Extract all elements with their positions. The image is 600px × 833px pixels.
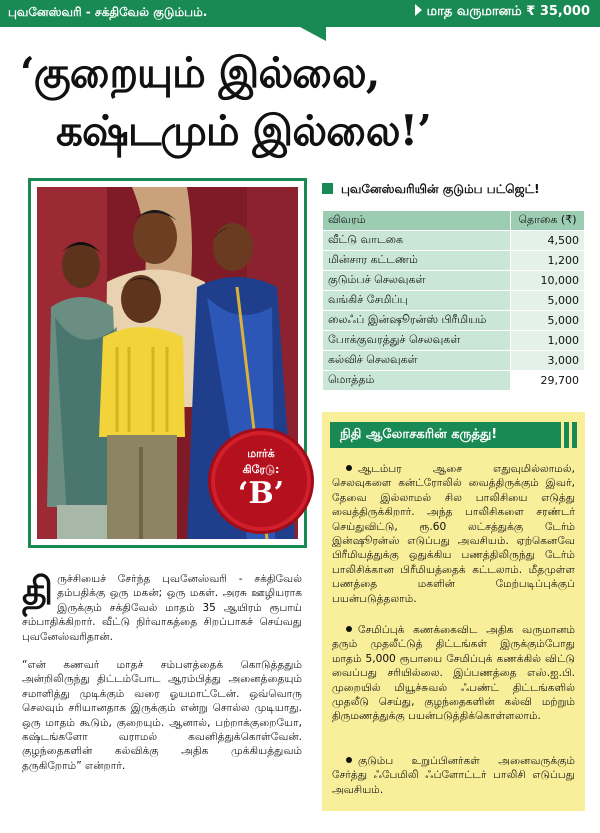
article-paragraph-1 [22,568,302,644]
budget-title [322,182,540,198]
header-bar [0,0,600,27]
arrow-right-icon [415,4,422,16]
budget-row-item: குடும்பச் செலவுகள் [323,271,511,291]
article-paragraph-2: “என் கணவர் மாதச் சம்பளத்தைக் கொடுத்ததும் அன்றிலிருந்து திட்டம்போட ஆரம்பித்து அனைத்தையும் சமாளித்து முடிக்கும் வரை ஓயமாட்டேன். ஒவ்வொரு செலவும் சரியானதாக இருக்கும் என்று சொல்ல முடியாது. ஒரு மாதம் கூடும், குறையும். ஆனால், பற்றாக்குறையோ, கஷ்டங்களோ வராமல் கவனித்துக்கொள்வேன். குழந்தைகளின் கல்விக்கு அதிக முக்கியத்துவம் தருகிறோம்” என்றார். [22,659,302,772]
headline-line-2: கஷ்டமும் இல்லை!’ [56,106,431,155]
budget-total-amount: 29,700 [511,371,585,391]
advisor-opinion-title: நிதி ஆலோசகரின் கருத்து! [330,422,561,448]
bullet-icon [346,465,352,471]
budget-row-amount: 1,200 [511,251,585,271]
budget-row-amount: 5,000 [511,311,585,331]
budget-table [322,210,585,391]
advisor-opinion-box [322,412,585,811]
table-row [323,351,585,371]
seal-label-line-2: கிரேடு: [242,463,280,476]
budget-title-text: புவனேஸ்வரியின் குடும்ப பட்ஜெட்! [341,182,540,196]
advice-point-text: குடும்ப உறுப்பினர்கள் அனைவருக்கும் சேர்த்து ஃபேமிலி ஃப்ளோட்டர் பாலிசி எடுப்பது அவசியம். [332,755,575,796]
grade-seal [215,435,307,527]
drop-cap: தி [22,568,54,613]
bullet-icon [346,626,352,632]
square-bullet-icon [322,183,333,194]
budget-row-item: வீட்டு வாடகை [323,231,511,251]
headline-line-1: ‘குறையும் இல்லை, [20,48,380,97]
advice-point [332,754,575,797]
budget-row-item: கல்விச் செலவுகள் [323,351,511,371]
budget-table-header [323,211,585,231]
budget-row-amount: 10,000 [511,271,585,291]
budget-row-amount: 5,000 [511,291,585,311]
header-income-text: மாத வருமானம் ₹ 35,000 [426,4,590,19]
table-row [323,231,585,251]
table-row [323,311,585,331]
seal-grade: ‘B’ [237,476,285,511]
title-stripe [564,422,569,448]
budget-total-label: மொத்தம் [323,371,511,391]
table-row [323,331,585,351]
advice-point-text: சேமிப்புக் கணக்கைவிட அதிக வருமானம் தரும் முதலீட்டுத் திட்டங்கள் இருக்கும்போது மாதம் 5,000 ரூபாயை சேமிப்புக் கணக்கில் விட்டு வைப்பது சரியில்லை. இப்பணத்தை எஸ்.ஐ.பி. முறையில் மியூச்சுவல் ஃபண்ட் திட்டங்களில் முதலீடு செய்து, குழந்தைகளின் கல்வி மற்றும் திருமணத்துக்கு பயன்படுத்திக்கொள்ளலாம். [332,624,575,723]
table-row [323,251,585,271]
budget-row-item: மின்சார கட்டணம் [323,251,511,271]
table-row [323,271,585,291]
budget-header-item: விவரம் [323,211,511,231]
budget-row-item: போக்குவரத்துச் செலவுகள் [323,331,511,351]
budget-row-amount: 1,000 [511,331,585,351]
advice-point [332,462,575,606]
advice-point-text: ஆடம்பர ஆசை எதுவுமில்லாமல், செலவுகளை கன்ட்ரோலில் வைத்திருக்கும் இவர், தேவை இல்லாமல் சில பாலிசியை எடுத்து வைத்திருக்கிறார். அந்த பாலிசிகளை சரண்டர் செய்துவிட்டு, ரூ.60 லட்சத்துக்கு டேர்ம் இன்ஷூரன்ஸ் எடுப்பது அவசியம். ஏற்கெனவே பிரீமியத்துக்கு ஒதுக்கிய பணத்திலிருந்து டேர்ம் பாலிசிக்கான பிரீமியத்தைக் கட்டலாம். மீதமுள்ள பணத்தை மகளின் மேற்படிப்புக்குப் பயன்படுத்தலாம். [332,463,575,605]
article-paragraph-1-text: ருச்சியைச் சேர்ந்த புவனேஸ்வரி - சக்திவேல் தம்பதிக்கு ஒரு மகன்; ஒரு மகள். அரசு ஊழியராக இருக்கும் சக்திவேல் மாதம் 35 ஆயிரம் ரூபாய் சம்பாதிக்கிறார். வீட்டு நிர்வாகத்தை சிறப்பாகச் செய்வது புவனேஸ்வரிதான். [22,573,302,643]
bullet-icon [346,757,352,763]
header-monthly-income [415,4,590,20]
header-tab-notch [300,27,326,41]
title-stripe [572,422,577,448]
title-stripe [556,422,561,448]
budget-row-amount: 3,000 [511,351,585,371]
budget-row-item: லைஃப் இன்ஷூரன்ஸ் பிரீமியம் [323,311,511,331]
budget-header-amount: தொகை (₹) [511,211,585,231]
budget-row-amount: 4,500 [511,231,585,251]
seal-label-line-1: மார்க் [247,447,275,460]
budget-total-row [323,371,585,391]
advice-point [332,623,575,724]
budget-row-item: வங்கிச் சேமிப்பு [323,291,511,311]
table-row [323,291,585,311]
header-family-name: புவனேஸ்வரி - சக்திவேல் குடும்பம். [8,5,208,19]
